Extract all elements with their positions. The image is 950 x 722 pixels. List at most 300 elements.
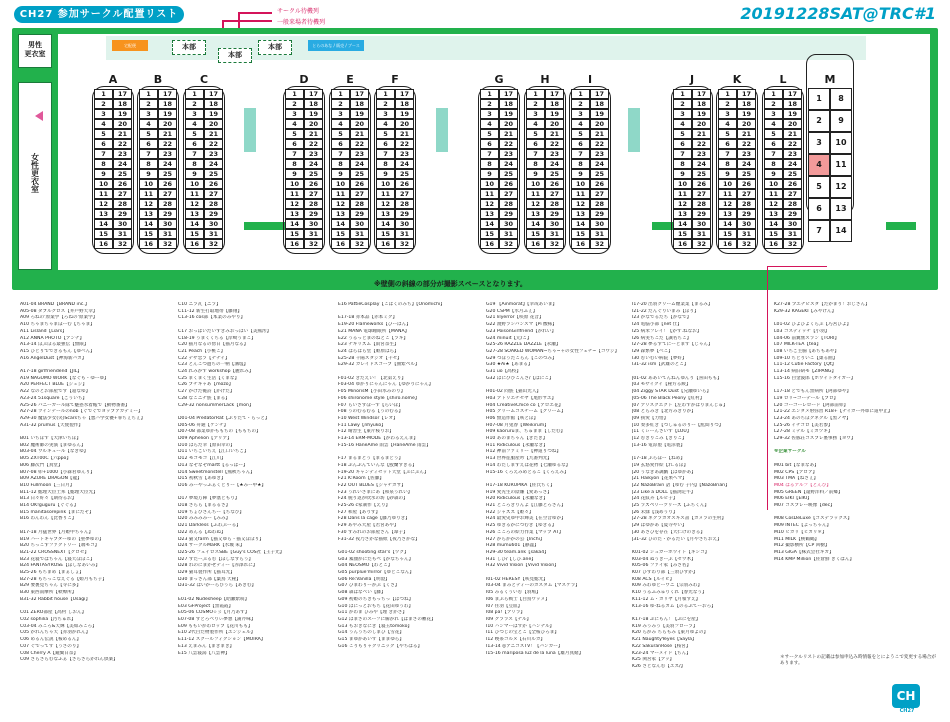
booth-cell[interactable]: 3	[94, 109, 113, 119]
booth-cell[interactable]: 2	[376, 99, 395, 109]
booth-cell[interactable]: 21	[158, 129, 177, 139]
booth-cell[interactable]: 6	[571, 139, 590, 149]
booth-cell[interactable]: 23	[692, 149, 711, 159]
booth-cell[interactable]: 10	[94, 179, 113, 189]
booth-cell[interactable]: 20	[545, 119, 564, 129]
booth-cell[interactable]: 26	[499, 179, 518, 189]
booth-cell[interactable]: 21	[395, 129, 414, 139]
booth-cell[interactable]: 10	[830, 132, 852, 154]
booth-cell[interactable]: 15	[94, 229, 113, 239]
booth-cell[interactable]: 30	[783, 219, 802, 229]
booth-cell[interactable]: 27	[395, 189, 414, 199]
booth-cell[interactable]: 3	[285, 109, 304, 119]
booth-cell[interactable]: 21	[590, 129, 609, 139]
booth-cell[interactable]: 32	[737, 239, 756, 249]
booth-cell[interactable]: 26	[545, 179, 564, 189]
booth-cell[interactable]: 4	[376, 119, 395, 129]
booth-cell[interactable]: 20	[499, 119, 518, 129]
booth-cell[interactable]: 6	[285, 139, 304, 149]
booth-cell[interactable]: 28	[590, 199, 609, 209]
booth-cell[interactable]: 5	[376, 129, 395, 139]
booth-cell[interactable]: 18	[545, 99, 564, 109]
booth-cell[interactable]: 5	[480, 129, 499, 139]
booth-cell[interactable]: 14	[830, 220, 852, 242]
booth-cell[interactable]: 5	[571, 129, 590, 139]
booth-cell[interactable]: 9	[376, 169, 395, 179]
booth-cell[interactable]: 14	[571, 219, 590, 229]
booth-cell[interactable]: 31	[350, 229, 369, 239]
booth-cell[interactable]: 31	[204, 229, 223, 239]
booth-cell[interactable]: 12	[94, 199, 113, 209]
booth-cell[interactable]: 13	[331, 209, 350, 219]
booth-cell[interactable]: 23	[158, 149, 177, 159]
booth-cell[interactable]: 14	[480, 219, 499, 229]
booth-cell[interactable]: 25	[395, 169, 414, 179]
booth-cell[interactable]: 29	[113, 209, 132, 219]
booth-cell[interactable]: 22	[737, 139, 756, 149]
booth-cell[interactable]: 29	[545, 209, 564, 219]
booth-cell[interactable]: 13	[376, 209, 395, 219]
booth-cell[interactable]: 26	[304, 179, 323, 189]
booth-cell[interactable]: 2	[331, 99, 350, 109]
booth-cell[interactable]: 9	[94, 169, 113, 179]
booth-cell[interactable]: 15	[571, 229, 590, 239]
booth-cell[interactable]: 10	[285, 179, 304, 189]
booth-cell[interactable]: 18	[204, 99, 223, 109]
booth-cell[interactable]: 14	[673, 219, 692, 229]
booth-cell[interactable]: 21	[204, 129, 223, 139]
booth-cell[interactable]: 28	[395, 199, 414, 209]
booth-cell[interactable]: 22	[783, 139, 802, 149]
booth-cell[interactable]: 6	[185, 139, 204, 149]
booth-cell[interactable]: 29	[737, 209, 756, 219]
booth-cell[interactable]: 3	[764, 109, 783, 119]
booth-cell[interactable]: 4	[185, 119, 204, 129]
booth-cell[interactable]: 29	[204, 209, 223, 219]
booth-cell[interactable]: 9	[331, 169, 350, 179]
booth-cell[interactable]: 4	[808, 154, 830, 176]
booth-cell[interactable]: 5	[94, 129, 113, 139]
booth-cell[interactable]: 2	[571, 99, 590, 109]
booth-cell[interactable]: 19	[395, 109, 414, 119]
booth-cell[interactable]: 10	[376, 179, 395, 189]
booth-cell[interactable]: 21	[737, 129, 756, 139]
booth-cell[interactable]: 14	[526, 219, 545, 229]
booth-cell[interactable]: 15	[376, 229, 395, 239]
booth-cell[interactable]: 15	[526, 229, 545, 239]
booth-cell[interactable]: 26	[590, 179, 609, 189]
booth-cell[interactable]: 11	[571, 189, 590, 199]
booth-cell[interactable]: 26	[113, 179, 132, 189]
booth-cell[interactable]: 10	[718, 179, 737, 189]
booth-cell[interactable]: 32	[499, 239, 518, 249]
booth-cell[interactable]: 12	[571, 199, 590, 209]
booth-cell[interactable]: 8	[718, 159, 737, 169]
booth-cell[interactable]: 13	[571, 209, 590, 219]
booth-cell[interactable]: 24	[350, 159, 369, 169]
booth-cell[interactable]: 19	[499, 109, 518, 119]
booth-cell[interactable]: 6	[376, 139, 395, 149]
booth-cell[interactable]: 15	[331, 229, 350, 239]
booth-cell[interactable]: 30	[304, 219, 323, 229]
booth-cell[interactable]: 29	[304, 209, 323, 219]
booth-cell[interactable]: 18	[783, 99, 802, 109]
booth-cell[interactable]: 2	[139, 99, 158, 109]
booth-cell[interactable]: 23	[499, 149, 518, 159]
booth-cell[interactable]: 24	[158, 159, 177, 169]
booth-cell[interactable]: 15	[718, 229, 737, 239]
booth-cell[interactable]: 16	[376, 239, 395, 249]
booth-cell[interactable]: 27	[204, 189, 223, 199]
booth-cell[interactable]: 24	[737, 159, 756, 169]
booth-cell[interactable]: 6	[526, 139, 545, 149]
booth-cell[interactable]: 8	[331, 159, 350, 169]
booth-cell[interactable]: 21	[545, 129, 564, 139]
booth-cell[interactable]: 19	[304, 109, 323, 119]
booth-cell[interactable]: 26	[737, 179, 756, 189]
booth-cell[interactable]: 11	[764, 189, 783, 199]
booth-cell[interactable]: 16	[480, 239, 499, 249]
booth-cell[interactable]: 5	[285, 129, 304, 139]
booth-cell[interactable]: 11	[673, 189, 692, 199]
booth-cell[interactable]: 1	[673, 89, 692, 99]
booth-cell[interactable]: 30	[204, 219, 223, 229]
booth-cell[interactable]: 11	[139, 189, 158, 199]
booth-cell[interactable]: 30	[395, 219, 414, 229]
booth-cell[interactable]: 14	[94, 219, 113, 229]
booth-cell[interactable]: 22	[692, 139, 711, 149]
booth-cell[interactable]: 20	[113, 119, 132, 129]
booth-cell[interactable]: 4	[571, 119, 590, 129]
booth-cell[interactable]: 31	[158, 229, 177, 239]
booth-cell[interactable]: 5	[185, 129, 204, 139]
booth-cell[interactable]: 19	[783, 109, 802, 119]
booth-cell[interactable]: 11	[526, 189, 545, 199]
booth-cell[interactable]: 25	[113, 169, 132, 179]
booth-cell[interactable]: 5	[139, 129, 158, 139]
booth-cell[interactable]: 7	[718, 149, 737, 159]
booth-cell[interactable]: 10	[139, 179, 158, 189]
booth-cell[interactable]: 25	[350, 169, 369, 179]
booth-cell[interactable]: 24	[692, 159, 711, 169]
booth-cell[interactable]: 27	[113, 189, 132, 199]
booth-cell[interactable]: 1	[718, 89, 737, 99]
booth-cell[interactable]: 18	[737, 99, 756, 109]
booth-cell[interactable]: 18	[499, 99, 518, 109]
booth-cell[interactable]: 18	[158, 99, 177, 109]
booth-cell[interactable]: 31	[545, 229, 564, 239]
booth-cell[interactable]: 4	[764, 119, 783, 129]
booth-cell[interactable]: 14	[331, 219, 350, 229]
booth-cell[interactable]: 17	[395, 89, 414, 99]
booth-cell[interactable]: 17	[113, 89, 132, 99]
booth-cell[interactable]: 16	[718, 239, 737, 249]
booth-cell[interactable]: 10	[480, 179, 499, 189]
booth-cell[interactable]: 22	[158, 139, 177, 149]
booth-cell[interactable]: 1	[571, 89, 590, 99]
booth-cell[interactable]: 19	[350, 109, 369, 119]
booth-cell[interactable]: 22	[395, 139, 414, 149]
booth-cell[interactable]: 24	[499, 159, 518, 169]
booth-cell[interactable]: 11	[94, 189, 113, 199]
booth-cell[interactable]: 18	[395, 99, 414, 109]
booth-cell[interactable]: 28	[499, 199, 518, 209]
booth-cell[interactable]: 29	[350, 209, 369, 219]
booth-cell[interactable]: 26	[395, 179, 414, 189]
booth-cell[interactable]: 16	[673, 239, 692, 249]
booth-cell[interactable]: 23	[545, 149, 564, 159]
booth-cell[interactable]: 4	[94, 119, 113, 129]
booth-cell[interactable]: 32	[395, 239, 414, 249]
booth-cell[interactable]: 27	[158, 189, 177, 199]
booth-cell[interactable]: 32	[350, 239, 369, 249]
booth-cell[interactable]: 29	[395, 209, 414, 219]
booth-cell[interactable]: 7	[94, 149, 113, 159]
booth-cell[interactable]: 27	[499, 189, 518, 199]
booth-cell[interactable]: 14	[285, 219, 304, 229]
booth-cell[interactable]: 7	[285, 149, 304, 159]
booth-cell[interactable]: 7	[185, 149, 204, 159]
booth-cell[interactable]: 28	[113, 199, 132, 209]
booth-cell[interactable]: 13	[830, 198, 852, 220]
booth-cell[interactable]: 16	[571, 239, 590, 249]
booth-cell[interactable]: 14	[376, 219, 395, 229]
booth-cell[interactable]: 10	[673, 179, 692, 189]
booth-cell[interactable]: 3	[571, 109, 590, 119]
booth-cell[interactable]: 9	[480, 169, 499, 179]
booth-cell[interactable]: 15	[764, 229, 783, 239]
booth-cell[interactable]: 27	[692, 189, 711, 199]
booth-cell[interactable]: 8	[571, 159, 590, 169]
booth-cell[interactable]: 31	[395, 229, 414, 239]
booth-cell[interactable]: 8	[285, 159, 304, 169]
booth-cell[interactable]: 27	[545, 189, 564, 199]
booth-cell[interactable]: 5	[808, 176, 830, 198]
booth-cell[interactable]: 29	[692, 209, 711, 219]
booth-cell[interactable]: 3	[718, 109, 737, 119]
booth-cell[interactable]: 13	[285, 209, 304, 219]
booth-cell[interactable]: 9	[673, 169, 692, 179]
booth-cell[interactable]: 15	[480, 229, 499, 239]
booth-cell[interactable]: 3	[331, 109, 350, 119]
booth-cell[interactable]: 26	[350, 179, 369, 189]
booth-cell[interactable]: 27	[304, 189, 323, 199]
booth-cell[interactable]: 7	[673, 149, 692, 159]
booth-cell[interactable]: 20	[350, 119, 369, 129]
booth-cell[interactable]: 17	[737, 89, 756, 99]
booth-cell[interactable]: 17	[692, 89, 711, 99]
booth-cell[interactable]: 18	[350, 99, 369, 109]
booth-cell[interactable]: 25	[737, 169, 756, 179]
booth-cell[interactable]: 11	[480, 189, 499, 199]
booth-cell[interactable]: 25	[499, 169, 518, 179]
booth-cell[interactable]: 22	[499, 139, 518, 149]
booth-cell[interactable]: 26	[783, 179, 802, 189]
booth-cell[interactable]: 1	[139, 89, 158, 99]
booth-cell[interactable]: 24	[113, 159, 132, 169]
booth-cell[interactable]: 4	[480, 119, 499, 129]
booth-cell[interactable]: 4	[139, 119, 158, 129]
booth-cell[interactable]: 13	[673, 209, 692, 219]
booth-cell[interactable]: 12	[526, 199, 545, 209]
booth-cell[interactable]: 32	[204, 239, 223, 249]
booth-cell[interactable]: 6	[673, 139, 692, 149]
booth-cell[interactable]: 18	[692, 99, 711, 109]
booth-cell[interactable]: 17	[204, 89, 223, 99]
booth-cell[interactable]: 22	[545, 139, 564, 149]
booth-cell[interactable]: 28	[783, 199, 802, 209]
booth-cell[interactable]: 24	[545, 159, 564, 169]
booth-cell[interactable]: 21	[304, 129, 323, 139]
booth-cell[interactable]: 20	[737, 119, 756, 129]
booth-cell[interactable]: 8	[526, 159, 545, 169]
booth-cell[interactable]: 1	[480, 89, 499, 99]
booth-cell[interactable]: 31	[113, 229, 132, 239]
booth-cell[interactable]: 25	[783, 169, 802, 179]
booth-cell[interactable]: 28	[158, 199, 177, 209]
booth-cell[interactable]: 23	[590, 149, 609, 159]
booth-cell[interactable]: 13	[185, 209, 204, 219]
booth-cell[interactable]: 17	[545, 89, 564, 99]
booth-cell[interactable]: 5	[331, 129, 350, 139]
booth-cell[interactable]: 22	[590, 139, 609, 149]
booth-cell[interactable]: 7	[764, 149, 783, 159]
booth-cell[interactable]: 32	[783, 239, 802, 249]
booth-cell[interactable]: 10	[764, 179, 783, 189]
booth-cell[interactable]: 20	[304, 119, 323, 129]
booth-cell[interactable]: 10	[571, 179, 590, 189]
booth-cell[interactable]: 2	[185, 99, 204, 109]
booth-cell[interactable]: 3	[185, 109, 204, 119]
booth-cell[interactable]: 6	[764, 139, 783, 149]
booth-cell[interactable]: 15	[285, 229, 304, 239]
booth-cell[interactable]: 15	[673, 229, 692, 239]
booth-cell[interactable]: 19	[204, 109, 223, 119]
booth-cell[interactable]: 24	[783, 159, 802, 169]
booth-cell[interactable]: 22	[350, 139, 369, 149]
booth-cell[interactable]: 14	[185, 219, 204, 229]
booth-cell[interactable]: 23	[395, 149, 414, 159]
booth-cell[interactable]: 9	[185, 169, 204, 179]
booth-cell[interactable]: 24	[304, 159, 323, 169]
booth-cell[interactable]: 32	[545, 239, 564, 249]
booth-cell[interactable]: 30	[499, 219, 518, 229]
booth-cell[interactable]: 6	[480, 139, 499, 149]
booth-cell[interactable]: 9	[764, 169, 783, 179]
booth-cell[interactable]: 8	[673, 159, 692, 169]
booth-cell[interactable]: 19	[737, 109, 756, 119]
booth-cell[interactable]: 5	[673, 129, 692, 139]
booth-cell[interactable]: 16	[764, 239, 783, 249]
booth-cell[interactable]: 1	[285, 89, 304, 99]
booth-cell[interactable]: 12	[139, 199, 158, 209]
booth-cell[interactable]: 7	[571, 149, 590, 159]
booth-cell[interactable]: 11	[331, 189, 350, 199]
booth-cell[interactable]: 22	[204, 139, 223, 149]
booth-cell[interactable]: 25	[545, 169, 564, 179]
booth-cell[interactable]: 28	[350, 199, 369, 209]
booth-cell[interactable]: 8	[139, 159, 158, 169]
booth-cell[interactable]: 28	[304, 199, 323, 209]
booth-cell[interactable]: 24	[590, 159, 609, 169]
booth-cell[interactable]: 11	[830, 154, 852, 176]
booth-cell[interactable]: 11	[285, 189, 304, 199]
booth-cell[interactable]: 8	[185, 159, 204, 169]
booth-cell[interactable]: 1	[376, 89, 395, 99]
booth-cell[interactable]: 5	[526, 129, 545, 139]
booth-cell[interactable]: 21	[692, 129, 711, 139]
booth-cell[interactable]: 17	[158, 89, 177, 99]
booth-cell[interactable]: 4	[331, 119, 350, 129]
booth-cell[interactable]: 31	[304, 229, 323, 239]
booth-cell[interactable]: 32	[158, 239, 177, 249]
booth-cell[interactable]: 21	[350, 129, 369, 139]
booth-cell[interactable]: 29	[783, 209, 802, 219]
booth-cell[interactable]: 8	[94, 159, 113, 169]
booth-cell[interactable]: 10	[526, 179, 545, 189]
booth-cell[interactable]: 10	[185, 179, 204, 189]
booth-cell[interactable]: 6	[718, 139, 737, 149]
booth-cell[interactable]: 12	[718, 199, 737, 209]
booth-cell[interactable]: 25	[590, 169, 609, 179]
booth-cell[interactable]: 25	[204, 169, 223, 179]
booth-cell[interactable]: 14	[139, 219, 158, 229]
booth-cell[interactable]: 28	[204, 199, 223, 209]
booth-cell[interactable]: 32	[692, 239, 711, 249]
booth-cell[interactable]: 30	[545, 219, 564, 229]
booth-cell[interactable]: 2	[718, 99, 737, 109]
booth-cell[interactable]: 25	[692, 169, 711, 179]
booth-cell[interactable]: 3	[808, 132, 830, 154]
booth-cell[interactable]: 14	[718, 219, 737, 229]
booth-cell[interactable]: 20	[204, 119, 223, 129]
booth-cell[interactable]: 16	[526, 239, 545, 249]
booth-cell[interactable]: 6	[139, 139, 158, 149]
booth-cell[interactable]: 9	[571, 169, 590, 179]
booth-cell[interactable]: 30	[158, 219, 177, 229]
booth-cell[interactable]: 19	[545, 109, 564, 119]
booth-cell[interactable]: 27	[783, 189, 802, 199]
booth-cell[interactable]: 18	[590, 99, 609, 109]
booth-cell[interactable]: 7	[808, 220, 830, 242]
booth-cell[interactable]: 9	[830, 110, 852, 132]
booth-cell[interactable]: 2	[673, 99, 692, 109]
booth-cell[interactable]: 31	[499, 229, 518, 239]
booth-cell[interactable]: 13	[139, 209, 158, 219]
booth-cell[interactable]: 18	[304, 99, 323, 109]
booth-cell[interactable]: 7	[480, 149, 499, 159]
booth-cell[interactable]: 3	[526, 109, 545, 119]
booth-cell[interactable]: 13	[764, 209, 783, 219]
booth-cell[interactable]: 4	[526, 119, 545, 129]
booth-cell[interactable]: 28	[545, 199, 564, 209]
booth-cell[interactable]: 11	[718, 189, 737, 199]
booth-cell[interactable]: 12	[830, 176, 852, 198]
booth-cell[interactable]: 14	[764, 219, 783, 229]
booth-cell[interactable]: 27	[737, 189, 756, 199]
booth-cell[interactable]: 25	[304, 169, 323, 179]
booth-cell[interactable]: 8	[480, 159, 499, 169]
booth-cell[interactable]: 31	[692, 229, 711, 239]
booth-cell[interactable]: 17	[499, 89, 518, 99]
booth-cell[interactable]: 8	[376, 159, 395, 169]
booth-cell[interactable]: 16	[139, 239, 158, 249]
booth-cell[interactable]: 13	[718, 209, 737, 219]
booth-cell[interactable]: 17	[590, 89, 609, 99]
booth-cell[interactable]: 31	[783, 229, 802, 239]
booth-cell[interactable]: 22	[304, 139, 323, 149]
booth-cell[interactable]: 4	[285, 119, 304, 129]
